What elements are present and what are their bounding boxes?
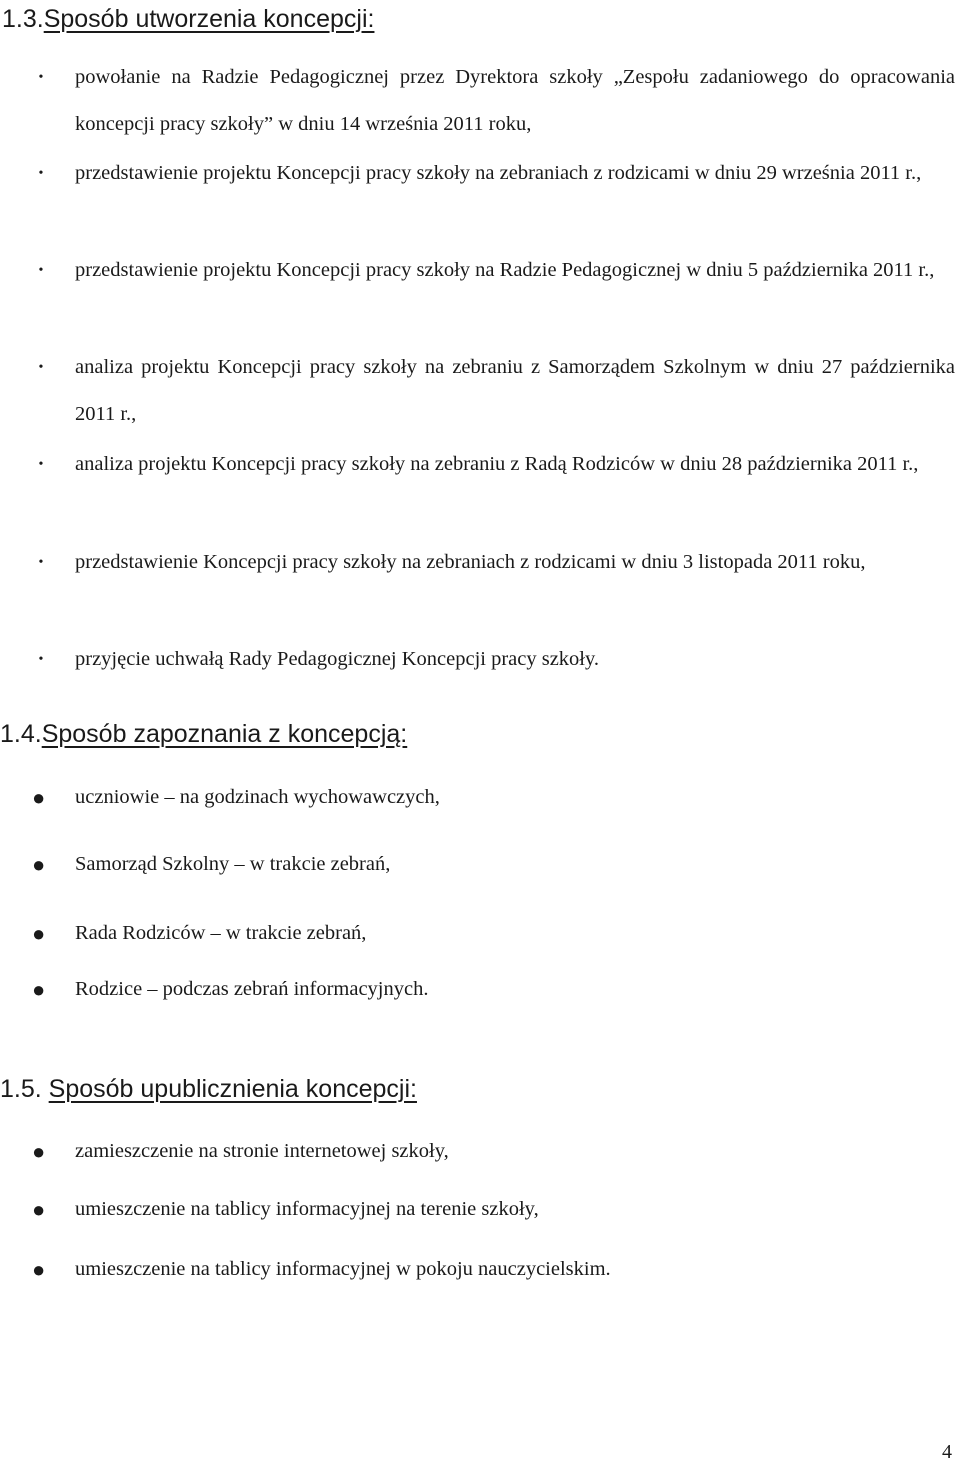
list-item: [32, 841, 955, 888]
section-title: Sposób upublicznienia koncepcji:: [48, 1075, 417, 1103]
bullet-icon: ●: [32, 852, 46, 877]
bullet-icon: ●: [32, 1257, 46, 1282]
bullet-icon: •: [38, 555, 44, 570]
section-heading-1-5: [0, 1074, 417, 1104]
list-item-text: analiza projektu Koncepcji pracy szkoły na zebraniu z Samorządem Szkolnym w dniu 27 października 2011 r.,: [75, 356, 955, 425]
page-number: 4: [942, 1441, 952, 1463]
list-item: [38, 54, 955, 148]
list-item-text: uczniowie – na godzinach wychowawczych,: [75, 786, 440, 808]
bullet-icon: ●: [32, 1139, 46, 1164]
list-item-text: analiza projektu Koncepcji pracy szkoły na zebraniu z Radą Rodziców w dniu 28 października 2011 r.,: [75, 453, 919, 475]
list-item: [38, 441, 955, 488]
list-item: [38, 150, 955, 197]
list-item-text: Samorząd Szkolny – w trakcie zebrań,: [75, 853, 391, 875]
bullet-icon: ●: [32, 785, 46, 810]
bullet-icon: ●: [32, 921, 46, 946]
bullet-icon: ●: [32, 977, 46, 1002]
list-item-text: umieszczenie na tablicy informacyjnej w pokoju nauczycielskim.: [75, 1258, 611, 1280]
section-title: Sposób zapoznania z koncepcją:: [41, 720, 408, 748]
bullet-icon: •: [38, 457, 44, 472]
list-item-text: umieszczenie na tablicy informacyjnej na terenie szkoły,: [75, 1198, 539, 1220]
list-item-text: Rodzice – podczas zebrań informacyjnych.: [75, 978, 429, 1000]
bullet-icon: •: [38, 166, 44, 181]
list-item-text: przedstawienie projektu Koncepcji pracy szkoły na Radzie Pedagogicznej w dniu 5 października 2011 r.,: [75, 259, 935, 281]
list-item: [32, 1186, 955, 1233]
list-item-text: przedstawienie projektu Koncepcji pracy szkoły na zebraniach z rodzicami w dniu 29 września 2011 r.,: [75, 162, 922, 184]
list-item-text: przedstawienie Koncepcji pracy szkoły na zebraniach z rodzicami w dniu 3 listopada 2011 roku,: [75, 551, 866, 573]
bullet-icon: •: [38, 360, 44, 375]
list-item-text: zamieszczenie na stronie internetowej szkoły,: [75, 1140, 449, 1162]
list-item: [38, 636, 955, 683]
list-item: [32, 910, 955, 957]
section-number: 1.3.: [2, 5, 44, 33]
section-number: 1.5.: [0, 1075, 42, 1103]
bullet-icon: •: [38, 70, 44, 85]
list-item: [38, 344, 955, 438]
section-number: 1.4.: [0, 720, 42, 748]
list-item: [38, 539, 955, 586]
list-item: [32, 966, 955, 1013]
list-item-text: Rada Rodziców – w trakcie zebrań,: [75, 922, 367, 944]
list-item: [32, 1246, 955, 1293]
bullet-icon: •: [38, 652, 44, 667]
bullet-icon: •: [38, 263, 44, 278]
section-title: Sposób utworzenia koncepcji:: [43, 5, 375, 33]
section-heading-1-4: [0, 719, 407, 749]
section-heading-1-3: [2, 4, 374, 34]
list-item: [32, 1128, 955, 1175]
list-item-text: powołanie na Radzie Pedagogicznej przez Dyrektora szkoły „Zespołu zadaniowego do opracowania koncepcji pracy szkoły” w dniu 14 września 2011 roku,: [75, 66, 955, 135]
list-item: [32, 774, 955, 821]
list-item: [38, 247, 955, 294]
list-item-text: przyjęcie uchwałą Rady Pedagogicznej Koncepcji pracy szkoły.: [75, 648, 600, 670]
bullet-icon: ●: [32, 1197, 46, 1222]
